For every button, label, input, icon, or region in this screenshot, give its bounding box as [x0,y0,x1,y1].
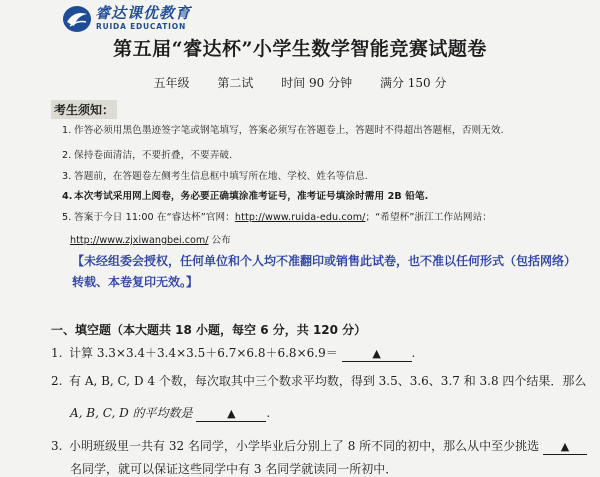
rule-text: 本次考试采用网上阅卷，务必要正确填涂准考证号，准考证号填涂时需用 2B 铅笔. [74,191,429,202]
question-text-line2: 名同学，就可以保证这些同学中有 3 名同学就读同一所初中． [70,462,398,476]
rule-3 [62,170,368,183]
rule-number: 5. [62,212,72,223]
notice-heading: 考生须知： [51,100,117,119]
question-number: 2. [51,374,63,388]
rule-text: 答题前，在答题卷左侧考生信息框中填写所在地、学校、姓名等信息. [74,171,368,182]
question-1 [51,344,415,362]
score-label: 满分 150 分 [379,76,447,90]
copyright-warning-line-1: 【未经组委会授权，任何单位和个人均不准翻印或销售此试卷，也不准以任何形式（包括网络） [72,254,577,268]
question-text: 有 A, B, C, D 4 个数，每次取其中三个数求平均数，得到 3.5、3.6、3.7 和 3.8 四个结果．那么 [69,374,587,388]
rule-text-mid: ；“希望杯”浙江工作站网站： [365,212,492,223]
question-text-line2: A, B, C, D 的平均数是 [70,406,193,420]
logo-text-en: RUIDA EDUCATION [96,22,187,31]
section-heading: 一、填空题（本大题共 18 小题，每空 6 分，共 120 分） [51,323,367,337]
rule-text: 保持卷面清洁，不要折叠，不要弄破. [74,150,233,161]
page-title: 第五届“睿达杯”小学生数学智能竞赛试题卷 [113,38,487,60]
logo [62,2,212,36]
answer-blank [342,346,412,362]
question-end: . [411,346,416,360]
question-2 [51,372,586,389]
answer-blank [543,439,587,455]
exam-info [0,74,600,91]
answer-blank [196,406,266,422]
grade-label: 五年级 [153,76,190,90]
rule-number: 1. [62,125,72,136]
blank-triangle-mark: ▲ [560,440,570,453]
rule-number: 3. [62,171,72,182]
rule-5-continued [70,232,231,246]
round-label: 第二试 [217,76,254,90]
rule-number: 2. [62,150,72,161]
rule-4 [62,190,428,203]
logo-text-cn: 睿达课优教育 [95,4,192,22]
rule-text-post: 公布 [208,235,231,246]
question-number: 1. [51,346,63,360]
rule-5 [62,211,492,224]
question-text: 计算 3.3×3.4＋3.4×3.5＋6.7×6.8＋6.8×6.9＝ [69,346,338,360]
question-text: 小明班级里一共有 32 名同学，小学毕业后分别上了 8 所不同的初中，那么从中至少挑选 [69,439,540,453]
blank-triangle-mark: ▲ [227,407,236,420]
official-site-link[interactable]: http://www.ruida-edu.com/ [234,212,366,223]
rule-text-pre: 答案于今日 11:00 在“睿达杯”官网： [74,212,235,223]
rule-text: 作答必须用黑色墨迹签字笔或钢笔填写，答案必须写在答题卷上，答题时不得超出答题框，否则无效. [74,125,504,136]
rule-1 [62,124,504,137]
question-2-continued [70,404,270,422]
blank-triangle-mark: ▲ [372,347,381,360]
rule-number: 4. [62,191,73,202]
question-3 [51,437,587,455]
rule-2 [62,149,232,162]
time-label: 时间 90 分钟 [281,76,353,90]
question-end: . [266,406,271,420]
question-number: 3. [51,439,63,453]
question-3-continued [70,460,397,477]
ruida-emblem-icon [62,4,92,34]
copyright-warning-line-2: 转载、本卷复印无效。】 [72,275,199,289]
zhejiang-site-link[interactable]: http://www.zjxiwangbei.com/ [70,235,209,246]
